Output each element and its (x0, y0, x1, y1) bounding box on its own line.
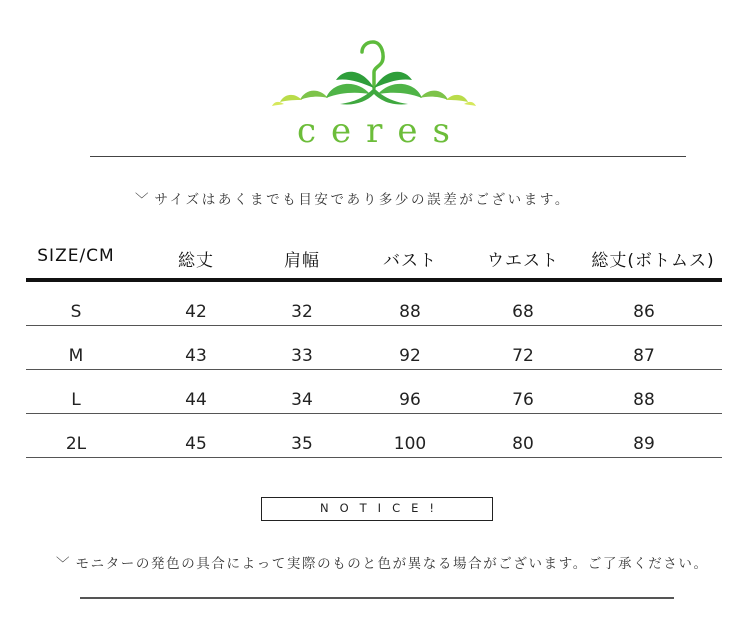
size-table (26, 238, 722, 458)
table-row (26, 326, 722, 370)
cell-bust: 100 (393, 434, 427, 454)
cell-bust: 96 (399, 390, 421, 410)
cell-size: L (71, 390, 81, 410)
cell-waist: 72 (512, 346, 534, 366)
table-row (26, 370, 722, 414)
cell-size: S (70, 302, 82, 322)
cell-shoulder: 32 (291, 302, 313, 322)
hanger-leaves-icon (270, 28, 480, 118)
bottom-divider (80, 597, 674, 599)
chevron-down-icon: ﹀ (135, 192, 149, 208)
cell-size: M (68, 346, 84, 366)
cell-shoulder: 33 (291, 346, 313, 366)
table-row (26, 282, 722, 326)
color-disclaimer (56, 552, 709, 572)
cell-waist: 76 (512, 390, 534, 410)
size-table-header (26, 238, 722, 278)
cell-bottoms-length: 89 (633, 434, 655, 454)
chevron-down-icon: ﹀ (56, 556, 70, 572)
cell-length: 43 (185, 346, 207, 366)
header-shoulder: 肩幅 (284, 251, 320, 271)
table-row (26, 414, 722, 458)
cell-bust: 88 (399, 302, 421, 322)
cell-bottoms-length: 87 (633, 346, 655, 366)
cell-length: 42 (185, 302, 207, 322)
header-bust: バスト (383, 251, 437, 271)
header-length: 総丈 (178, 251, 214, 271)
cell-size: 2L (65, 434, 87, 454)
cell-bottoms-length: 86 (633, 302, 655, 322)
brand-name: ceres (297, 111, 465, 151)
cell-bottoms-length: 88 (633, 390, 655, 410)
notice-box: NOTICE! (261, 497, 493, 521)
header-waist: ウエスト (487, 251, 559, 271)
size-disclaimer-text: サイズはあくまでも目安であり多少の誤差がございます。 (154, 192, 571, 208)
cell-bust: 92 (399, 346, 421, 366)
brand-logo (270, 28, 480, 151)
top-divider (90, 156, 686, 157)
cell-length: 44 (185, 390, 207, 410)
cell-shoulder: 34 (291, 390, 313, 410)
cell-shoulder: 35 (291, 434, 313, 454)
cell-waist: 80 (512, 434, 534, 454)
header-size: SIZE/CM (37, 246, 115, 266)
size-disclaimer (135, 188, 571, 208)
header-bottoms-length: 総丈(ボトムス) (591, 251, 715, 271)
cell-length: 45 (185, 434, 207, 454)
cell-waist: 68 (512, 302, 534, 322)
color-disclaimer-text: モニターの発色の具合によって実際のものと色が異なる場合がございます。ご了承ください。 (75, 556, 709, 572)
